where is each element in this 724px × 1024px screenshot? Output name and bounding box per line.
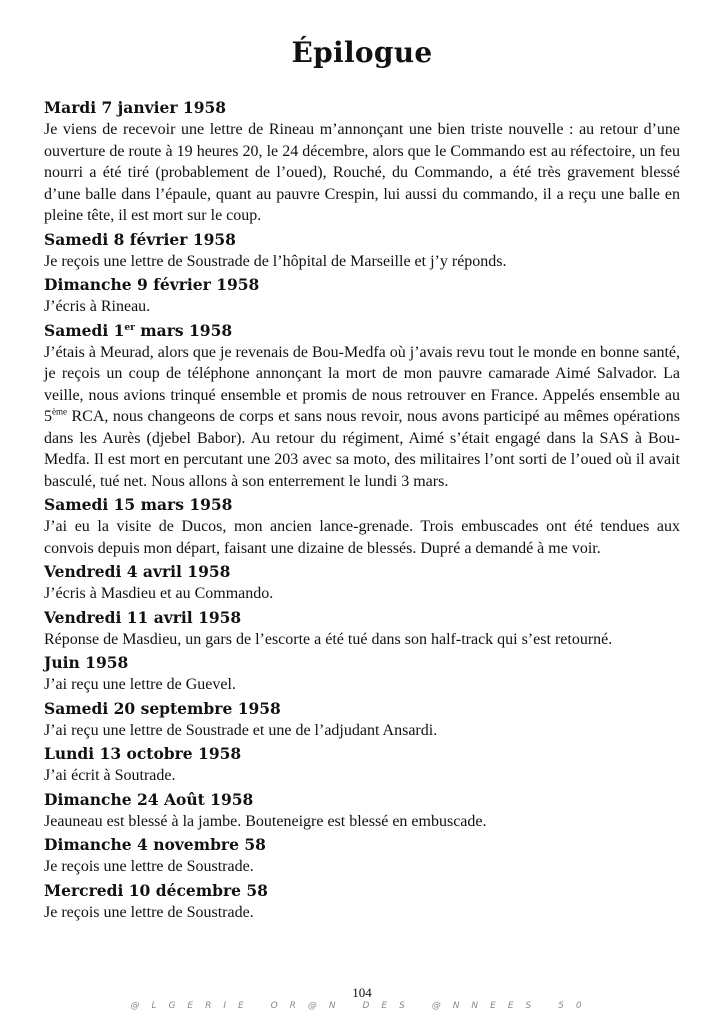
entry-text: Je reçois une lettre de Soustrade. — [44, 903, 254, 921]
entry-text: Je viens de recevoir une lettre de Rineau m’annonçant une bien triste nouvelle : au retour d’une ouverture de route à 19 heures 20, le 24 décembre, alors que le Commando est au réfectoire, un feu nourri a été tiré (probablement de l’oued), Rouché, du Commando, a été très gravement blessé d’une balle dans l’épaule, quant au pauvre Crespin, lui aussi du commando, il a reçu une balle en pleine tête, il est mort sur le coup. — [44, 121, 680, 224]
entry-text: J’écris à Masdieu et au Commando. — [44, 585, 274, 602]
journal-entry — [44, 97, 680, 227]
entry-date: Mercredi 10 décembre 58 — [44, 880, 268, 900]
journal-entry — [44, 743, 680, 787]
journal-entry — [44, 834, 680, 878]
journal-entry — [44, 561, 680, 605]
entry-date: Juin 1958 — [44, 653, 129, 672]
entry-text: Réponse de Masdieu, un gars de l’escorte a été tué dans son half-track qui s’est retourné. — [44, 630, 613, 648]
entry-date: Vendredi 11 avril 1958 — [44, 607, 242, 627]
entry-date-prefix: Samedi 1 — [44, 320, 125, 340]
page-title: Épilogue — [291, 36, 433, 69]
journal-entry — [44, 880, 680, 924]
journal-entry — [44, 229, 680, 273]
entry-date: Lundi 13 octobre 1958 — [44, 744, 242, 763]
journal-entry — [44, 607, 680, 651]
entry-text: Je reçois une lettre de Soustrade. — [44, 858, 254, 875]
entry-text: Je reçois une lettre de Soustrade de l’hôpital de Marseille et j’y réponds. — [44, 252, 507, 270]
journal-entry — [44, 789, 680, 833]
entry-date: Samedi 20 septembre 1958 — [44, 698, 281, 718]
entry-date: Samedi 8 février 1958 — [44, 229, 236, 249]
entry-text — [44, 342, 680, 493]
entry-date: Mardi 7 janvier 1958 — [44, 98, 227, 117]
entry-text-part-b: RCA, nous changeons de corps et sans nous revoir, nous avons participé au mêmes opérations dans les Aurès (djebel Babor). Au retour du régiment, Aimé s’était engagé dans la SAS à Bou-Medfa. Il est mort en percutant une 203 avec sa moto, des militaires l’ont sorti de l’oued où il avait basculé, tué net. Nous allons à son enterrement le lundi 3 mars. — [44, 408, 680, 490]
entry-text: Jeauneau est blessé à la jambe. Bouteneigre est blessé en embuscade. — [44, 812, 487, 830]
journal-entries — [44, 95, 680, 925]
journal-entry — [44, 320, 680, 493]
entry-text: J’ai reçu une lettre de Guevel. — [44, 676, 236, 693]
entry-text: J’écris à Rineau. — [44, 298, 151, 315]
entry-date: Vendredi 4 avril 1958 — [44, 562, 231, 581]
journal-entry — [44, 698, 680, 742]
entry-text: J’ai eu la visite de Ducos, mon ancien lance-grenade. Trois embuscades ont été tendues aux convois depuis mon départ, faisant une dizaine de blessés. Dupré a demandé à me voir. — [44, 518, 680, 557]
entry-date — [44, 320, 680, 342]
entry-date: Dimanche 9 février 1958 — [44, 275, 260, 294]
page-footer: @LGERIE OR@N DES @NNEES 50 — [130, 1001, 594, 1011]
entry-date: Dimanche 24 Août 1958 — [44, 789, 254, 809]
entry-date-suffix: mars 1958 — [134, 320, 233, 340]
entry-date: Samedi 15 mars 1958 — [44, 495, 233, 514]
entry-date-superscript: er — [124, 322, 135, 333]
entry-text: J’ai écrit à Soutrade. — [44, 767, 176, 784]
entry-text-part-a: J’étais à Meurad, alors que je revenais de Bou-Medfa où j’avais revu tout le monde en bonne santé, je reçois un coup de téléphone annonçant la mort de mon pauvre camarade Aimé Salvador. La veille, nous avions trinqué ensemble et promis de nous retrouver en France. Appelés ensemble au 5 — [44, 343, 680, 425]
entry-date: Dimanche 4 novembre 58 — [44, 835, 266, 854]
journal-entry — [44, 274, 680, 318]
entry-text-superscript: ème — [52, 406, 67, 417]
entry-text: J’ai reçu une lettre de Soustrade et une de l’adjudant Ansardi. — [44, 721, 438, 739]
journal-entry — [44, 652, 680, 696]
page-number: 104 — [352, 985, 372, 1000]
journal-entry — [44, 494, 680, 559]
